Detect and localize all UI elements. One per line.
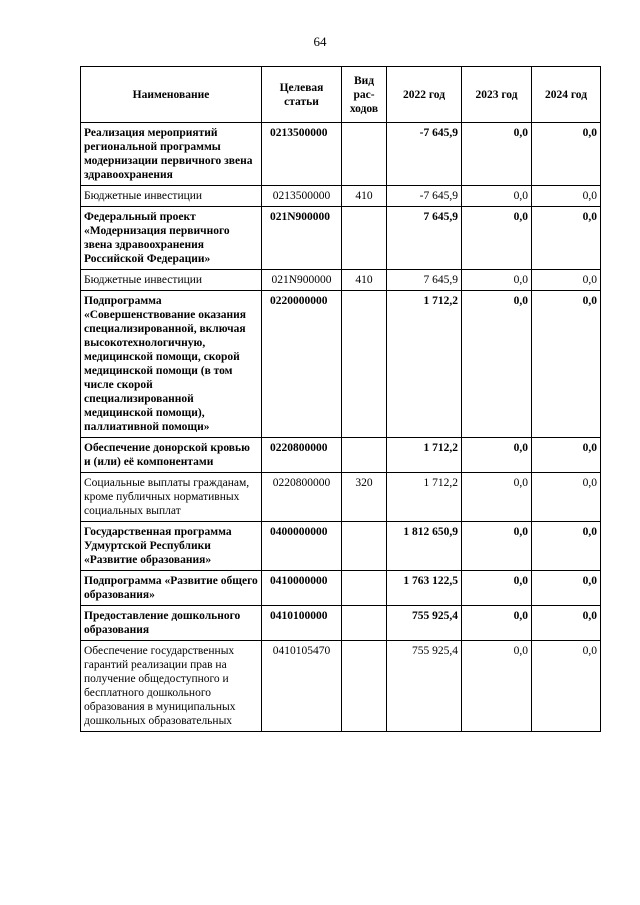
row-2023: 0,0 <box>462 571 532 606</box>
row-code: 0213500000 <box>262 123 342 186</box>
row-vid <box>342 606 387 641</box>
row-2022: 7 645,9 <box>387 207 462 270</box>
row-2024: 0,0 <box>532 606 601 641</box>
row-2023: 0,0 <box>462 186 532 207</box>
row-2024: 0,0 <box>532 270 601 291</box>
table-row <box>81 270 601 291</box>
row-2022: 1 763 122,5 <box>387 571 462 606</box>
row-vid <box>342 522 387 571</box>
row-code: 0213500000 <box>262 186 342 207</box>
row-2024: 0,0 <box>532 641 601 732</box>
row-vid <box>342 641 387 732</box>
row-2024: 0,0 <box>532 473 601 522</box>
table-row <box>81 571 601 606</box>
table-row <box>81 186 601 207</box>
table-row <box>81 473 601 522</box>
row-2023: 0,0 <box>462 438 532 473</box>
row-name: Предоставление дошкольного образования <box>81 606 262 641</box>
row-code: 0220800000 <box>262 473 342 522</box>
row-2022: 1 712,2 <box>387 291 462 438</box>
table-row <box>81 123 601 186</box>
row-2023: 0,0 <box>462 207 532 270</box>
row-2023: 0,0 <box>462 473 532 522</box>
row-2022: 1 712,2 <box>387 438 462 473</box>
row-code: 0400000000 <box>262 522 342 571</box>
table-row <box>81 438 601 473</box>
row-name: Подпрограмма «Совершенствование оказания специализированной, включая высокотехнологичную, медицинской помощи, скорой медицинской помощи (в том числе скорой специализированной медицинской помощи), паллиативной помощи» <box>81 291 262 438</box>
row-name: Обеспечение донорской кровью и (или) её компонентами <box>81 438 262 473</box>
row-name: Федеральный проект «Модернизация первичного звена здравоохранения Российской Федерации» <box>81 207 262 270</box>
row-code: 021N900000 <box>262 270 342 291</box>
budget-table <box>80 66 601 732</box>
row-2023: 0,0 <box>462 123 532 186</box>
row-2023: 0,0 <box>462 606 532 641</box>
row-2024: 0,0 <box>532 186 601 207</box>
table-row <box>81 606 601 641</box>
row-2022: 755 925,4 <box>387 606 462 641</box>
row-vid <box>342 571 387 606</box>
row-name: Бюджетные инвестиции <box>81 270 262 291</box>
table-row <box>81 522 601 571</box>
header-2023: 2023 год <box>462 67 532 123</box>
row-vid <box>342 438 387 473</box>
row-2023: 0,0 <box>462 270 532 291</box>
row-2024: 0,0 <box>532 438 601 473</box>
header-name: Наименование <box>81 67 262 123</box>
row-code: 0220000000 <box>262 291 342 438</box>
row-2023: 0,0 <box>462 291 532 438</box>
row-name: Обеспечение государственных гарантий реализации прав на получение общедоступного и бесплатного дошкольного образования в муниципальных дошкольных образовательных <box>81 641 262 732</box>
row-vid: 320 <box>342 473 387 522</box>
header-2024: 2024 год <box>532 67 601 123</box>
table-row <box>81 641 601 732</box>
row-vid <box>342 123 387 186</box>
row-code: 0410100000 <box>262 606 342 641</box>
row-2022: 1 712,2 <box>387 473 462 522</box>
header-2022: 2022 год <box>387 67 462 123</box>
row-2023: 0,0 <box>462 641 532 732</box>
row-vid <box>342 291 387 438</box>
row-2024: 0,0 <box>532 207 601 270</box>
row-name: Подпрограмма «Развитие общего образования» <box>81 571 262 606</box>
row-name: Реализация мероприятий региональной программы модернизации первичного звена здравоохранения <box>81 123 262 186</box>
row-2024: 0,0 <box>532 291 601 438</box>
header-target: Целевая статьи <box>262 67 342 123</box>
table-row <box>81 291 601 438</box>
table-row <box>81 207 601 270</box>
row-vid <box>342 207 387 270</box>
row-code: 021N900000 <box>262 207 342 270</box>
row-name: Бюджетные инвестиции <box>81 186 262 207</box>
row-2023: 0,0 <box>462 522 532 571</box>
row-2022: -7 645,9 <box>387 186 462 207</box>
row-2024: 0,0 <box>532 123 601 186</box>
row-2024: 0,0 <box>532 522 601 571</box>
row-name: Социальные выплаты гражданам, кроме публичных нормативных социальных выплат <box>81 473 262 522</box>
row-code: 0220800000 <box>262 438 342 473</box>
row-vid: 410 <box>342 270 387 291</box>
header-vid: Вид рас-ходов <box>342 67 387 123</box>
row-name: Государственная программа Удмуртской Республики «Развитие образования» <box>81 522 262 571</box>
row-2022: 755 925,4 <box>387 641 462 732</box>
row-2024: 0,0 <box>532 571 601 606</box>
row-vid: 410 <box>342 186 387 207</box>
row-2022: 7 645,9 <box>387 270 462 291</box>
row-2022: -7 645,9 <box>387 123 462 186</box>
row-code: 0410105470 <box>262 641 342 732</box>
row-2022: 1 812 650,9 <box>387 522 462 571</box>
page-number: 64 <box>313 34 327 49</box>
row-code: 0410000000 <box>262 571 342 606</box>
